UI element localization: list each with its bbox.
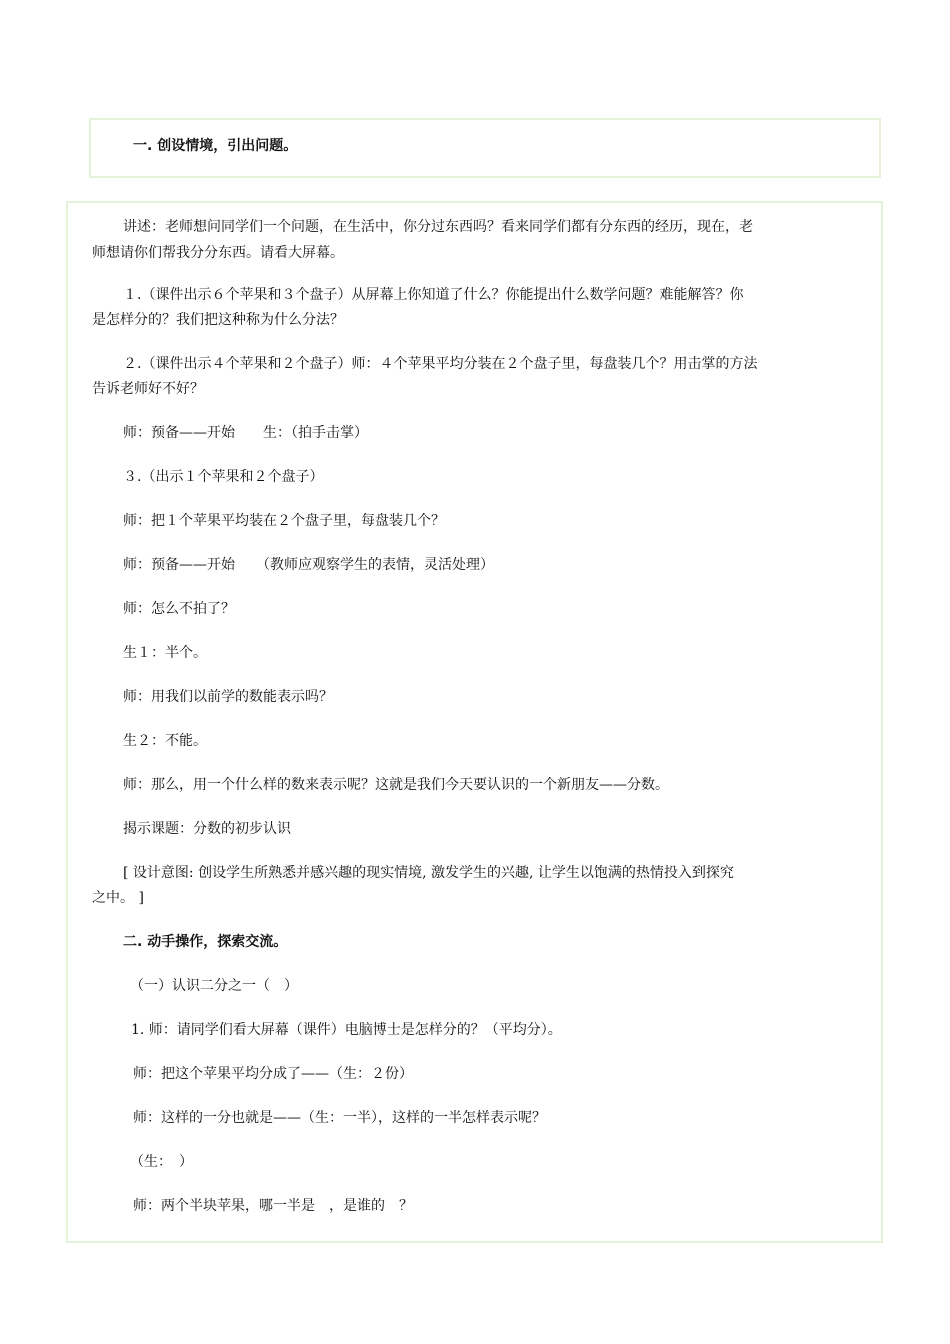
paragraph-intro-line2: 师想请你们帮我分分东西。请看大屏幕。	[92, 245, 344, 261]
paragraph-design-intent-line1: [ 设计意图: 创设学生所熟悉并感兴趣的现实情境, 激发学生的兴趣, 让学生以饱满的热情投入到探究	[123, 865, 734, 881]
section-heading-2: 二. 动手操作，探索交流。	[123, 934, 288, 950]
paragraph-step-1: 1. 师：请同学们看大屏幕（课件）电脑博士是怎样分的？（平均分）。	[131, 1022, 562, 1038]
paragraph-topic: 揭示课题：分数的初步认识	[123, 821, 291, 837]
paragraph-dialog-5: 生１：半个。	[123, 645, 207, 661]
paragraph-dialog-10: 师：这样的一分也就是——（生：一半），这样的一半怎样表示呢？	[133, 1110, 546, 1126]
section-heading-1: 一. 创设情境，引出问题。	[133, 138, 298, 154]
paragraph-item1-line1: １.（课件出示６个苹果和３个盘子）从屏幕上你知道了什么？你能提出什么数学问题？难能解答？你	[123, 287, 744, 303]
section-heading-box	[89, 118, 881, 178]
paragraph-dialog-2: 师：把１个苹果平均装在２个盘子里，每盘装几个？	[123, 513, 445, 529]
paragraph-dialog-11: （生： ）	[130, 1154, 193, 1170]
paragraph-dialog-7: 生２：不能。	[123, 733, 207, 749]
paragraph-intro-line1: 讲述：老师想问同学们一个问题，在生活中，你分过东西吗？看来同学们都有分东西的经历，现在，老	[123, 219, 753, 235]
paragraph-design-intent-line2: 之中。 ]	[92, 890, 144, 906]
paragraph-dialog-12: 师：两个半块苹果，哪一半是 ，是谁的 ？	[133, 1198, 413, 1214]
paragraph-dialog-3: 师：预备——开始 （教师应观察学生的表情，灵活处理）	[123, 557, 494, 573]
paragraph-dialog-1: 师：预备——开始 生：（拍手击掌）	[123, 425, 368, 441]
paragraph-item1-line2: 是怎样分的？我们把这种称为什么分法？	[92, 312, 344, 328]
paragraph-subsection-1: （一）认识二分之一（ ）	[130, 978, 298, 994]
paragraph-item2-line1: ２.（课件出示４个苹果和２个盘子）师：４个苹果平均分装在２个盘子里，每盘装几个？用击掌的方法	[123, 356, 758, 372]
paragraph-dialog-6: 师：用我们以前学的数能表示吗？	[123, 689, 333, 705]
paragraph-item2-line2: 告诉老师好不好？	[92, 381, 204, 397]
paragraph-dialog-4: 师：怎么不拍了？	[123, 601, 235, 617]
paragraph-item3: ３.（出示１个苹果和２个盘子）	[123, 469, 324, 485]
paragraph-dialog-8: 师：那么，用一个什么样的数来表示呢？这就是我们今天要认识的一个新朋友——分数。	[123, 777, 669, 793]
paragraph-dialog-9: 师：把这个苹果平均分成了——（生：２份）	[133, 1066, 413, 1082]
